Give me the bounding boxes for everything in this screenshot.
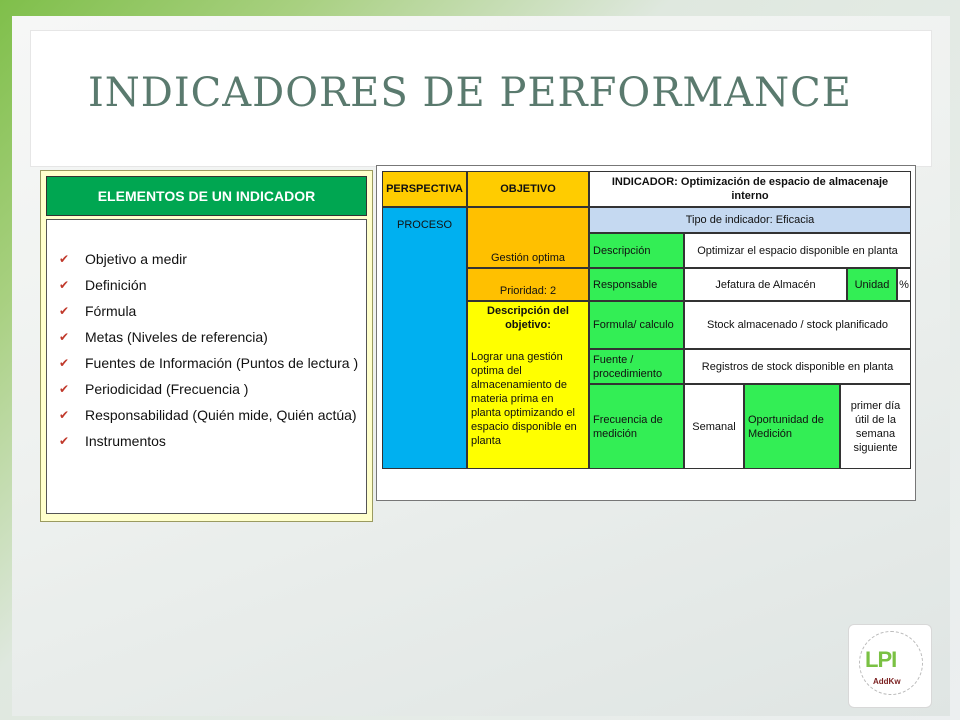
formula-value: Stock almacenado / stock planificado: [684, 301, 911, 349]
lpi-logo: [848, 624, 932, 708]
frecuencia-value: Semanal: [684, 384, 744, 469]
list-item: ✔ Responsabilidad (Quién mide, Quién actúa): [59, 407, 357, 423]
elements-header: ELEMENTOS DE UN INDICADOR: [46, 176, 367, 216]
check-icon: ✔: [59, 304, 70, 318]
descripcion-value: Optimizar el espacio disponible en planta: [684, 233, 911, 268]
perspectiva-proceso: PROCESO: [382, 207, 467, 469]
unidad-value: %: [897, 268, 911, 301]
list-item: ✔ Fuentes de Información (Puntos de lectura ): [59, 355, 359, 371]
list-item: ✔ Definición: [59, 277, 147, 293]
elements-panel: [40, 170, 373, 522]
list-item: ✔ Periodicidad (Frecuencia ): [59, 381, 249, 397]
elements-body: [46, 219, 367, 514]
perspectiva-header: PERSPECTIVA: [382, 171, 467, 207]
check-icon: ✔: [59, 408, 70, 422]
check-icon: ✔: [59, 434, 70, 448]
indicador-header: INDICADOR: Optimización de espacio de almacenaje interno: [589, 171, 911, 207]
prioridad-cell: Prioridad: 2: [467, 268, 589, 301]
check-icon: ✔: [59, 278, 70, 292]
list-item: ✔ Fórmula: [59, 303, 137, 319]
tipo-indicador: Tipo de indicador: Eficacia: [589, 207, 911, 233]
list-item: ✔ Objetivo a medir: [59, 251, 187, 267]
oportunidad-value: primer día útil de la semana siguiente: [840, 384, 911, 469]
descripcion-objetivo-title: Descripción del objetivo:: [487, 305, 569, 331]
objetivo-header: OBJETIVO: [467, 171, 589, 207]
gestion-cell: Gestión optima: [467, 207, 589, 268]
fuente-label: Fuente / procedimiento: [589, 349, 684, 384]
fuente-value: Registros de stock disponible en planta: [684, 349, 911, 384]
elements-list: [59, 250, 359, 458]
slide-title: INDICADORES DE PERFORMANCE: [88, 70, 852, 116]
oportunidad-label: Oportunidad de Medición: [744, 384, 840, 469]
logo-text: LPI: [865, 647, 897, 672]
responsable-label: Responsable: [589, 268, 684, 301]
check-icon: ✔: [59, 330, 70, 344]
list-item: ✔ Metas (Niveles de referencia): [59, 329, 268, 345]
check-icon: ✔: [59, 382, 70, 396]
responsable-value: Jefatura de Almacén: [684, 268, 847, 301]
unidad-label: Unidad: [847, 268, 897, 301]
descripcion-objetivo-text: Lograr una gestión optima del almacenamiento de materia prima en planta optimizando el espacio disponible en planta: [471, 351, 577, 447]
descripcion-objetivo-cell: [467, 301, 589, 469]
check-icon: ✔: [59, 356, 70, 370]
logo-subtext: AddKw: [873, 677, 901, 686]
check-icon: ✔: [59, 252, 70, 266]
indicator-table: [376, 165, 916, 501]
list-item: ✔ Instrumentos: [59, 433, 166, 449]
frecuencia-label: Frecuencia de medición: [589, 384, 684, 469]
descripcion-label: Descripción: [589, 233, 684, 268]
formula-label: Formula/ calculo: [589, 301, 684, 349]
